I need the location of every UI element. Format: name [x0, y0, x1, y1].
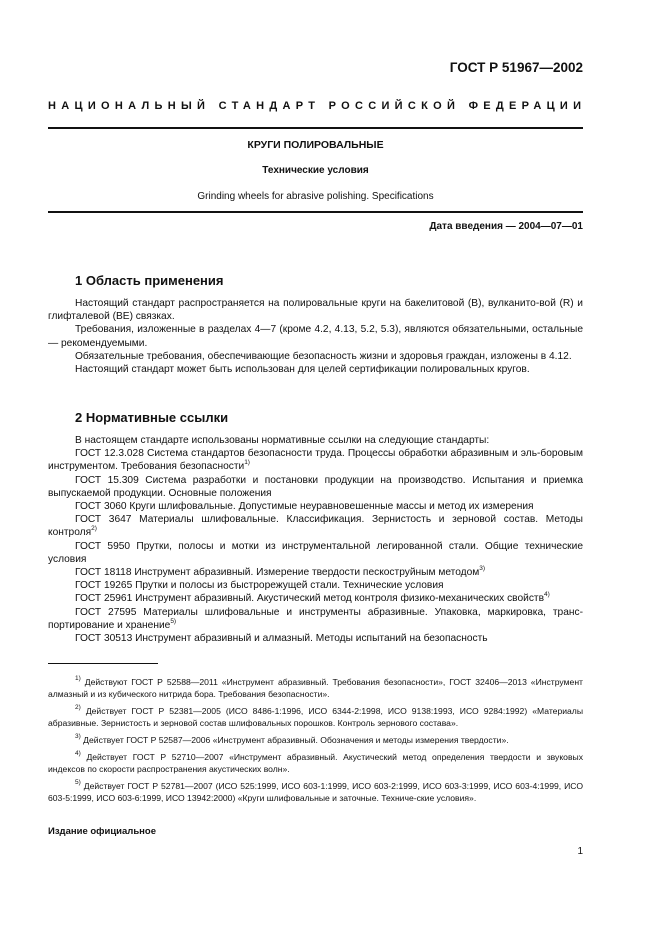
document-code: ГОСТ Р 51967—2002 — [449, 60, 583, 75]
reference-text: ГОСТ 27595 Материалы шлифовальные и инструменты абразивные. Упаковка, маркировка, транс-портирование и хранение — [48, 606, 583, 631]
page-number: 1 — [577, 846, 583, 857]
footnote-text: Действуют ГОСТ Р 52588—2011 «Инструмент абразивный. Требования безопасности», ГОСТ 32406—2013 «Инструмент алмазный и из кубического нитрида бора. Требования безопасности». — [48, 677, 583, 699]
footnote-text: Действует ГОСТ Р 52381—2005 (ИСО 8486-1:1996, ИСО 6344-2:1998, ИСО 9138:1993, ИСО 9284:1992) «Материалы абразивные. Зернистость и зерновой состав шлифовальных порошков. Контроль зернового состава». — [48, 706, 583, 728]
footnote-mark: 4) — [75, 750, 81, 757]
footnotes — [48, 676, 583, 809]
paragraph: Настоящий стандарт распространяется на полировальные круги на бакелитовой (В), вулканито-вой (R) и глифталевой (ВЕ) связках. — [48, 298, 583, 323]
footnote-mark: 4) — [544, 591, 550, 599]
footnote — [48, 751, 583, 775]
title-rule — [48, 211, 583, 213]
section-2-body — [48, 434, 583, 645]
footnote-mark: 2) — [75, 704, 81, 711]
reference-item — [48, 447, 583, 473]
footnote-mark: 5) — [75, 779, 81, 786]
reference-item: ГОСТ 3060 Круги шлифовальные. Допустимые неуравновешенные массы и метод их измерения — [75, 501, 534, 513]
footnote-separator — [48, 663, 158, 664]
official-edition-label: Издание официальное — [48, 826, 156, 837]
top-rule — [48, 127, 583, 129]
footnote-mark: 3) — [479, 565, 486, 573]
footnote-mark: 2) — [91, 525, 97, 533]
footnote — [48, 734, 583, 746]
reference-text: ГОСТ 18118 Инструмент абразивный. Измерение твердости пескоструйным методом — [75, 567, 480, 579]
paragraph: Обязательные требования, обеспечивающие безопасность жизни и здоровья граждан, изложены в 4.12. — [75, 350, 572, 362]
reference-item — [48, 606, 583, 632]
english-title: Grinding wheels for abrasive polishing. Specifications — [197, 191, 434, 202]
reference-item: ГОСТ 30513 Инструмент абразивный и алмазный. Методы испытаний на безопасность — [75, 633, 488, 645]
paragraph: Настоящий стандарт может быть использован для целей сертификации полировальных кругов. — [75, 364, 530, 376]
reference-text: ГОСТ 12.3.028 Система стандартов безопасности труда. Процессы обработки абразивным и эль-боровым инструментом. Требования безопасности — [48, 448, 583, 473]
paragraph: Требования, изложенные в разделах 4—7 (кроме 4.2, 4.13, 5.2, 5.3), являются обязательными, остальные — рекомендуемыми. — [48, 324, 583, 349]
section-1-body — [48, 297, 583, 376]
reference-item — [48, 566, 583, 579]
footnote-mark: 1) — [244, 459, 250, 467]
reference-item — [48, 592, 583, 605]
document-title: КРУГИ ПОЛИРОВАЛЬНЫЕ — [247, 139, 384, 151]
footnote-mark: 1) — [75, 675, 81, 682]
footnote — [48, 780, 583, 804]
paragraph: В настоящем стандарте использованы нормативные ссылки на следующие стандарты: — [75, 435, 490, 446]
section-1-heading: 1 Область применения — [75, 273, 224, 288]
reference-text: ГОСТ 3647 Материалы шлифовальные. Классификация. Зернистость и зерновой состав. Методы контроля — [48, 514, 583, 539]
footnote-text: Действует ГОСТ Р 52587—2006 «Инструмент абразивный. Обозначения и методы измерения твердости». — [83, 735, 509, 745]
introduction-date: Дата введения — 2004—07—01 — [429, 221, 583, 232]
footnote-text: Действует ГОСТ Р 52710—2007 «Инструмент абразивный. Акустический метод определения твердости и звуковых индексов по скорости распространения акустических волн». — [48, 752, 583, 774]
reference-item: ГОСТ 5950 Прутки, полосы и мотки из инструментальной легированной стали. Общие технические условия — [48, 540, 583, 565]
document-subtitle: Технические условия — [262, 165, 369, 176]
reference-text: ГОСТ 25961 Инструмент абразивный. Акустический метод контроля физико-механических свойств — [75, 593, 545, 605]
national-standard-heading: НАЦИОНАЛЬНЫЙ СТАНДАРТ РОССИЙСКОЙ ФЕДЕРАЦИИ — [48, 100, 587, 112]
reference-item — [48, 513, 583, 539]
footnote-text: Действует ГОСТ Р 52781—2007 (ИСО 525:1999, ИСО 603-1:1999, ИСО 603-2:1999, ИСО 603-3:1999, ИСО 603-4:1999, ИСО 603-5:1999, ИСО 603-6:1999, ИСО 13942:2000) «Круги шлифовальные и заточные. Техниче-ские условия». — [48, 781, 583, 803]
footnote-mark: 3) — [75, 733, 81, 740]
reference-item: ГОСТ 19265 Прутки и полосы из быстрорежущей стали. Технические условия — [75, 580, 444, 592]
section-2-heading: 2 Нормативные ссылки — [75, 410, 229, 425]
footnote — [48, 676, 583, 700]
footnote-mark: 5) — [170, 617, 177, 625]
footnote — [48, 705, 583, 729]
reference-item: ГОСТ 15.309 Система разработки и постановки продукции на производство. Испытания и приемка выпускаемой продукции. Основные положения — [48, 474, 583, 499]
